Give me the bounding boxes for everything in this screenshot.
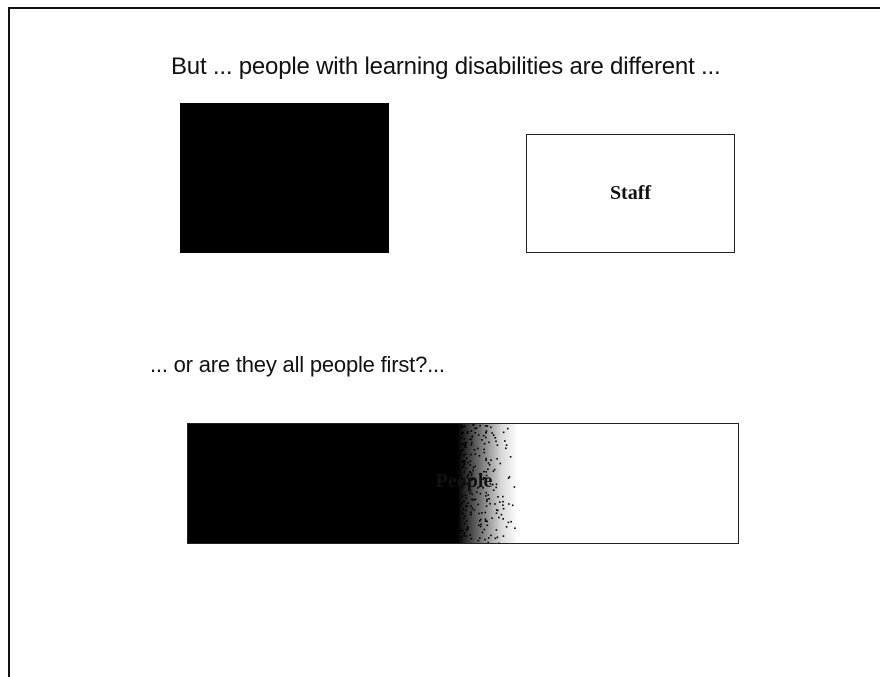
- dark-box: [180, 103, 389, 253]
- slide-frame: [8, 7, 880, 677]
- people-box-label: People: [188, 423, 739, 540]
- staff-box: [526, 134, 735, 253]
- staff-box-label: Staff: [610, 182, 651, 205]
- slide-heading-top: But ... people with learning disabilities are different ...: [171, 53, 720, 81]
- people-box: [187, 423, 739, 544]
- slide-heading-mid: ... or are they all people first?...: [150, 352, 445, 378]
